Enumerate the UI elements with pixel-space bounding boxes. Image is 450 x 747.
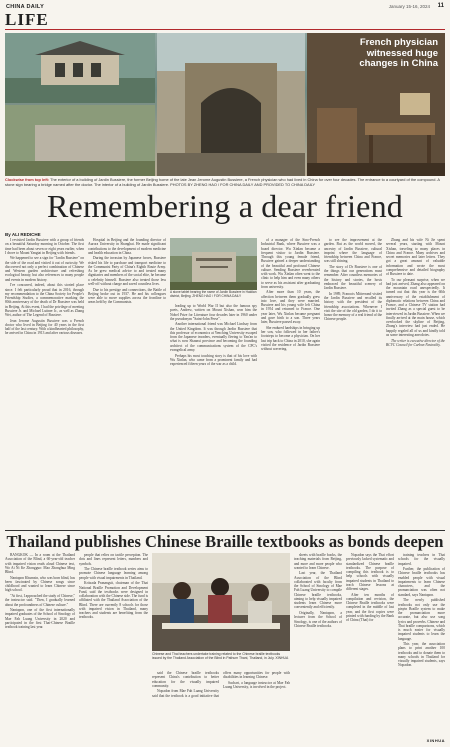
paragraph: Due to his prestige and connections, the Battle of Beijing broke out in 1937. He and his colleagues were able to move supplies across the frontline to areas held by the Communists.: [88, 287, 166, 305]
paragraph: people that relies on tactile perception. The dots and lines represent letters, numbers and symbols.: [79, 553, 148, 566]
paragraph: In 1989, Francois Mitterrand visited the Jardin Bussiere and recalled its history with the president of the friendship associations. Whenever I visit the site of the old garden, I do it to honor the memory of a real friend of the Chinese people.: [324, 291, 382, 322]
paragraph: said the Chinese braille textbooks represent China's contribution to better education for the visually impaired community.: [152, 671, 219, 688]
paragraph: The newly published textbooks not only use the pinyin Braille system to make the pronunciation more accurate, but also use song lyrics and proverbs. Chinese and Thai braille comparisons, which is much easier for visually impaired students to learn the language.: [398, 598, 445, 641]
issue-date: January 15-16, 2024: [388, 4, 430, 9]
braille-training-photo: [152, 553, 290, 651]
article2-column-6: [398, 553, 445, 735]
paragraph: To our pleasant surprise, when we had just arrived, Zhang also appeared on the mountain road unexpectedly. It turned out that this year is the 60th anniversary of the establishment of diplomatic relations between China and France, and a Chinese TV station had invited Zhang as a special guest to be interviewed in Jardin Bussiere. When we finally arrived at the main house, which overlooked the skyline of Beijing, Zhang's interview had just ended. He happily regaled all of us and kindly told us some interesting anecdotes.: [386, 277, 445, 337]
caption-text: The exterior of a building of Jardin Bussiere, the former Beijing home of the late Jean Jerome Augustin Bussiere, a French physician who had lived in China for over four decades. The entrance to a courtyard of the compound. A stone sign bearing a bridge named after the doctor. The interior of a building of Jardin Bussiere. PHOTOS BY ZHENG HAO / FOR CHINA DAILY AND PROVIDED TO CHINA DAILY: [5, 177, 440, 187]
paragraph: BANGKOK — In a room at the Thailand Association of the Blind, a 60-year-old teacher with impaired vision reads aloud Chinese text, Wo Ai Ni Ke Zhongguo: Mao Zhonghua Ming Blind.: [5, 553, 75, 574]
article-column-4: [261, 238, 320, 528]
main-photo-caption: [5, 178, 445, 187]
paragraph: Suchart, a language instructor at Mae Fah Luang University, is involved in the project.: [223, 680, 290, 690]
paragraph: I've concurred, indeed, about this storied place since. I felt particularly proud that in 2016, through my recommendation to the China Society for People's Friendship Studies, a commemorative marking the 80th anniversary of the death of Dr Bussiere was held in Beijing. At this event, I had the privilege of meeting Bussiere Jr. and Michael Luttner Jr., as well as Zhang Wei, author of The Legend of Bussiere.: [5, 283, 84, 318]
article2-column-1: [5, 553, 75, 741]
paragraph: training teachers in Thai schools for the visually impaired.: [398, 553, 445, 566]
second-article-headline: Thailand publishes Chinese Braille textbooks as bonds deepen: [6, 532, 444, 551]
paragraph: Originally, Nantapon, a lecturer from the School of Sinology, is one of the authors of Chinese Braille textbooks.: [294, 611, 342, 628]
paragraph: to see the improvement at the garden. But as the world moved, the ancestry of Jardin Bussiere, cultural imprint where the language of friendship between China and France, was still shining.: [324, 238, 382, 264]
newspaper-logo: CHINA DAILY: [6, 4, 45, 10]
news-agency-credit: XINHUA: [426, 738, 445, 743]
paragraph: Jean Jerome Augustin Bussiere was a French doctor who lived in Beijing for 40 years in the first half of the last century. With a kindhearted philosophy, he arrived in China in 1913 and after various diseases.: [5, 318, 84, 336]
paragraph: Nantapon Khumsin, who was born blind, has been fascinated by Chinese songs since childhood and wanted to learn Chinese since high school.: [5, 575, 75, 593]
byline: By ALI REDICHE: [5, 232, 41, 237]
caption-lead: Clockwise from top left:: [5, 177, 50, 182]
paragraph: Last year, the Thailand Association of the Blind collaborated with faculty from the School of Sinology of Mae Fah Luang University to compile Chinese braille textbooks, aiming to help visually impaired students learn Chinese more conveniently and efficiently.: [294, 571, 342, 610]
paragraph: After more than 10 years, the affection between them gradually grew into love, and they were married. Bussiere and his young wife left China in 1954 and returned to France. One year later, Wu Xinlan became pregnant and gave birth to a son. Three years later, Bussiere passed away.: [261, 290, 320, 325]
paragraph: I revisited Jardin Bussiere with a group of friends on a beautiful Saturday morning in October. The first time had been about seven or eight years earlier, when I drove to Mount Yangtai in Beijing with friends.: [5, 238, 84, 255]
tablet-caption: A stone tablet bearing the name of Jardin Bussiere in Haidian district, Beijing. ZHENG HAO / FOR CHINA DAILY: [170, 290, 257, 298]
paragraph: Nopadon says the Thai effort previously lacked systematic and standardized Chinese braille textbooks. The purpose of compiling this textbook is to help schools with visually impaired students in Thailand to teach Chinese lessons at different stages.: [346, 553, 394, 591]
paragraph: Nopadon from Mae Fah Luang University said that the textbook is a good initiative that offers many opportunities for people with disabilities in learning Chinese.: [152, 671, 290, 698]
braille-photo-caption: Chinese and Thai teachers undertake training related to the Chinese braille textbooks issued by the Thailand Association of the Blind in Pathum Thani, Thailand, in July. XINHUA: [152, 652, 289, 660]
article-headline: Remembering a dear friend: [47, 188, 403, 224]
paragraph: Zhang and his wife Ni Jie spent several years, starting with Mount Xishan, traveling to many places in China and France. Many archives and secret memories and later letters. They got a great amount of valuable information and wrote the most comprehensive and detailed biography of Bussiere to date.: [386, 238, 445, 276]
paragraph: leading up to World War II but also the famous spy poets, Andrew, written on Mount Xishan, won him the Nobel Prize for Literature four decades later in 1960 under the pseudonym "Saint-John Perse".: [170, 304, 257, 321]
paragraph: Hospital in Beijing and the founding director of Aurora University in Shanghai. He made significant contributions to the development of modern medicine and health education in China.: [88, 238, 166, 255]
paragraph: This year, the association plans to print another 100 textbooks and to donate them to many schools in Thailand for visually impaired students, says Nopadon.: [398, 642, 445, 668]
paragraph: Further, the publication of Chinese braille textbooks has enabled people with visual impairments to learn Chinese characters, and the pronunciation was often not standard, says Nantapon.: [398, 567, 445, 597]
paragraph: sheets with braille books, the teaching materials from Beijing, and more and more people who wanted to learn Chinese.: [294, 553, 342, 570]
article2-column-2: [79, 553, 148, 741]
paragraph: The Chinese braille textbook series aims to promote Chinese language learning among people with visual impairments in Thailand.: [79, 567, 148, 580]
paragraph: Perhaps his most touching story is that of his love with Wu Xinlan, who came from a prominent family and had experienced fifteen years of the war as a child.: [170, 353, 257, 367]
article-column-5: [324, 238, 382, 528]
stone-tablet-photo: [170, 238, 257, 290]
paragraph: Kritsada Pranangsit, chairman of the Thai National Braille Promotion and Development Fund, said the textbooks were designed in collaboration with the Chinese side. The fund is affiliated with the Thailand Association of the Blind. There are currently 8 schools for those with impaired vision in Thailand, many teachers and students are benefiting from the textbooks.: [79, 581, 148, 620]
page-number: 11: [437, 3, 444, 9]
paragraph: After ten months of compilation and revision, the Chinese Braille textbooks were completed in the middle of last year, and the first copies were printed with funding by the Bank of China (Thai) for: [346, 592, 394, 623]
paragraph: During the invasion by Japanese forces, Bussiere risked his life to purchase and transport medicine to the Communist Party of China's Eighth Route Army. As he grew medical advice to and treated many dignitaries and members of the social elite, he became a celebrity himself. Bussiere also treated those less well-off without charge and saved countless lives.: [88, 256, 166, 286]
article-column-2: [88, 238, 166, 528]
paragraph: Nantapon, one of the first internationally impaired graduates of the School of Sinology of Mae Fah Luang University in 2020 and participated in the first Thai-Chinese Braille textbook training last year.: [5, 608, 75, 630]
paragraph: "At first, I approached the study of Chinese," the instructor said. "Then, I gradually learned about the profoundness of Chinese culture.": [5, 594, 75, 607]
paragraph: She endured hardships in bringing up her son, who followed in her father's footsteps to become a physician. On her last trip back to China in 2010, she again visited the residence of Jardin Bussiere without wavering.: [261, 325, 320, 352]
article-column-6: [386, 238, 445, 528]
section-title: LIFE: [5, 10, 49, 29]
paragraph: The writer is executive director of the BCVC Council for Carbon Neutrality.: [386, 338, 445, 347]
teaser-headline: French physician witnessed huge changes in China: [359, 37, 438, 69]
paragraph: Another international friend was Michael Lindsay from the United Kingdom. It was through Jardin Bussiere that this professor of economics at Yenching University escaped from the Japanese invaders, eventually fleeing to Yan'an to what is now Shaanxi province and becoming the founding architect of the communications system of the CPC's evangelical army.: [170, 322, 257, 352]
page-header: [0, 0, 450, 14]
article2-column-5: [346, 553, 394, 741]
article2-column-4: [294, 553, 342, 741]
article-column-1: [5, 238, 84, 528]
paragraph: The story of Dr Bussiere is one of the things that our generations must remember. After countless memories of the history and stories, the hosts embraced the beautiful scenery of Jardin Bussiere.: [324, 264, 382, 291]
paragraph: We happened to see a sign for "Jardin Bussiere" on the side of the road and visited it out of curiosity. We discovered not only a perfect combination of Chinese and Western garden architecture and refreshing ecological beauty, but also references to many people and events in modern history.: [5, 256, 84, 282]
article2-column-3-4: [152, 671, 290, 741]
section-rule: [5, 29, 445, 30]
paragraph: of a manager of the Sino-French Industrial Bank, where Bussiere was a board director. Wu Xinlan became a frequent visitor to Jardin Bussiere. Through this young female friend, Bussiere gained a deeper understanding of the beautiful and profound Chinese culture. Sending Bussiere reverberated with work. Wu Xinlan often went to the clinic to help him and even many others to serve as his assistant after graduating from university.: [261, 238, 320, 289]
article-column-3: [170, 304, 257, 528]
article-divider: [5, 530, 445, 531]
